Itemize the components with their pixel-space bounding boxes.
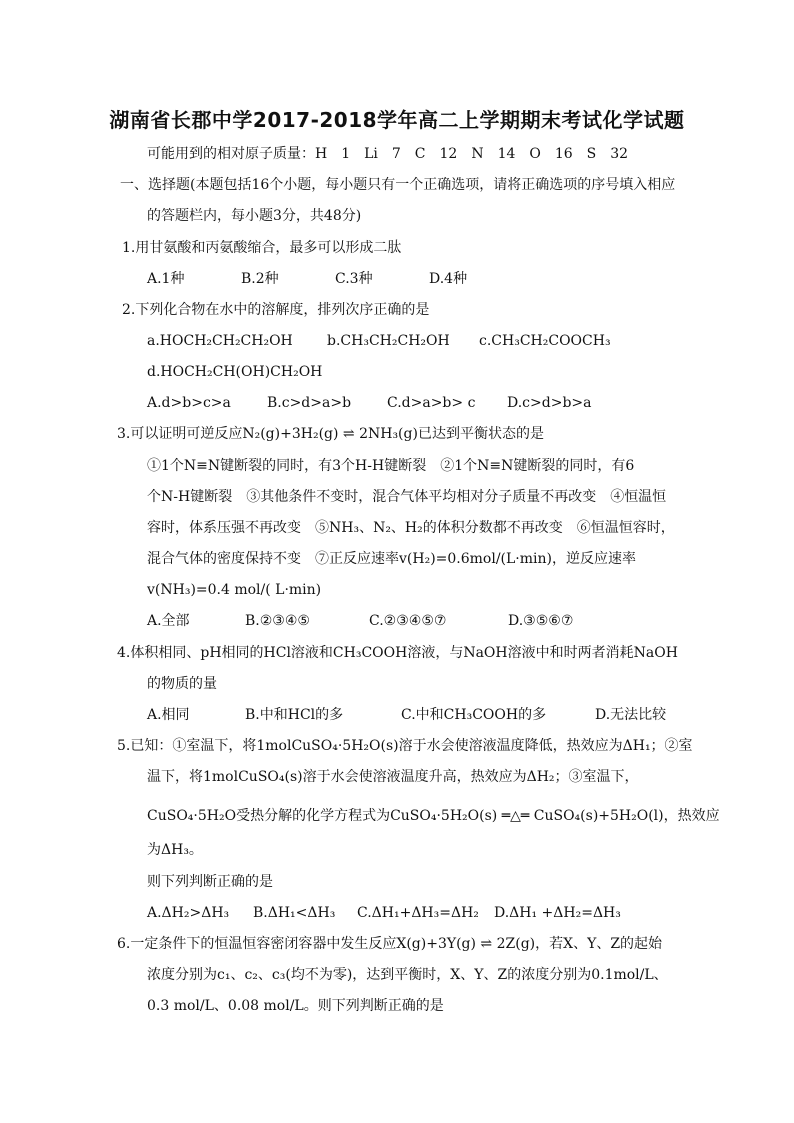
q5-option-d: D.ΔH₁ +ΔH₂=ΔH₃ <box>494 905 621 921</box>
q6-line2: 浓度分别为c₁、c₂、c₃(均不为零)，达到平衡时，X、Y、Z的浓度分别为0.1mol/L、 <box>147 967 668 983</box>
q3-line5: v(NH₃)=0.4 mol/( L·min) <box>147 582 322 598</box>
q4-option-c: C.中和CH₃COOH的多 <box>401 707 547 723</box>
q2-stem: 2.下列化合物在水中的溶解度，排列次序正确的是 <box>122 302 430 318</box>
q3-line1: ①1个N≡N键断裂的同时，有3个H-H键断裂 ②1个N≡N键断裂的同时，有6 <box>147 458 635 474</box>
q2-option-a: A.d>b>c>a <box>147 395 231 411</box>
q3-option-c: C.②③④⑤⑦ <box>369 613 447 629</box>
q5-option-a: A.ΔH₂>ΔH₃ <box>147 905 230 921</box>
q3-line3: 容时，体系压强不再改变 ⑤NH₃、N₂、H₂的体积分数都不再改变 ⑥恒温恒容时， <box>147 520 675 536</box>
section-header-line2: 的答题栏内，每小题3分，共48分) <box>147 208 362 224</box>
q3-stem: 3.可以证明可逆反应N₂(g)+3H₂(g) ⇌ 2NH₃(g)已达到平衡状态的是 <box>117 426 544 442</box>
q2-item-b: b.CH₃CH₂CH₂OH <box>327 333 450 349</box>
q1-option-d: D.4种 <box>429 271 468 287</box>
q1-stem: 1.用甘氨酸和丙氨酸缩合，最多可以形成二肽 <box>122 240 402 256</box>
q2-item-a: a.HOCH₂CH₂CH₂OH <box>147 333 293 349</box>
q2-option-c: C.d>a>b> c <box>387 395 476 411</box>
q5-line2: 温下，将1molCuSO₄(s)溶于水会使溶液温度升高，热效应为ΔH₂；③室温下， <box>147 769 639 785</box>
q1-option-c: C.3种 <box>335 271 373 287</box>
q5-line5: 则下列判断正确的是 <box>147 874 273 890</box>
q2-option-d: D.c>d>b>a <box>507 395 592 411</box>
q5-option-c: C.ΔH₁+ΔH₃=ΔH₂ <box>357 905 479 921</box>
q5-option-b: B.ΔH₁<ΔH₃ <box>253 905 336 921</box>
q4-option-a: A.相同 <box>147 707 190 723</box>
atomic-masses: 可能用到的相对原子质量：H 1 Li 7 C 12 N 14 O 16 S 32 <box>147 146 629 162</box>
q3-option-a: A.全部 <box>147 613 190 629</box>
q2-item-d: d.HOCH₂CH(OH)CH₂OH <box>147 364 323 380</box>
q4-option-b: B.中和HCl的多 <box>245 707 344 723</box>
q1-option-b: B.2种 <box>241 271 279 287</box>
q3-line2: 个N-H键断裂 ③其他条件不变时，混合气体平均相对分子质量不再改变 ④恒温恒 <box>147 489 667 505</box>
q3-option-d: D.③⑤⑥⑦ <box>508 613 574 629</box>
q4-line1: 4.体积相同、pH相同的HCl溶液和CH₃COOH溶液，与NaOH溶液中和时两者消耗NaOH <box>117 645 678 661</box>
q3-option-b: B.②③④⑤ <box>245 613 310 629</box>
q4-line2: 的物质的量 <box>147 676 217 692</box>
page-title: 湖南省长郡中学2017-2018学年高二上学期期末考试化学试题 <box>109 108 685 132</box>
q3-line4: 混合气体的密度保持不变 ⑦正反应速率v(H₂)=0.6mol/(L·min)，逆反应速率 <box>147 551 636 567</box>
q2-item-c: c.CH₃CH₂COOCH₃ <box>479 333 611 349</box>
q2-option-b: B.c>d>a>b <box>267 395 352 411</box>
q5-line3: CuSO₄·5H₂O受热分解的化学方程式为CuSO₄·5H₂O(s) ═△═ CuSO₄(s)+5H₂O(l)，热效应 <box>147 808 720 824</box>
q4-option-d: D.无法比较 <box>595 707 667 723</box>
q1-option-a: A.1种 <box>147 271 185 287</box>
q6-line3: 0.3 mol/L、0.08 mol/L。则下列判断正确的是 <box>147 998 444 1014</box>
section-header-line1: 一、选择题(本题包括16个小题，每小题只有一个正确选项，请将正确选项的序号填入相应 <box>120 177 676 193</box>
q6-line1: 6.一定条件下的恒温恒容密闭容器中发生反应X(g)+3Y(g) ⇌ 2Z(g)，若X、Y、Z的起始 <box>117 936 663 952</box>
q5-line1: 5.已知：①室温下，将1molCuSO₄·5H₂O(s)溶于水会使溶液温度降低，热效应为ΔH₁；②室 <box>117 738 693 754</box>
q5-line4: 为ΔH₃。 <box>147 842 203 858</box>
